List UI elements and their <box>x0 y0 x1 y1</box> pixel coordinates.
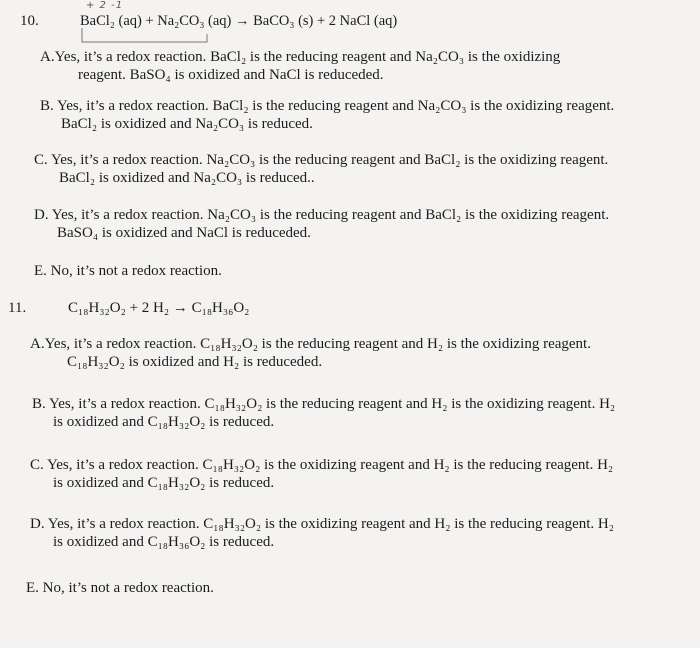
q10-option-c[interactable] <box>34 151 608 187</box>
margin-note: + 2 -1 <box>86 0 124 11</box>
q10-option-b-line1: B. Yes, it’s a redox reaction. BaCl₂ is the reducing reagent and Na₂CO₃ is the oxidizing reagent. <box>40 98 615 114</box>
q11-option-e-line1: E. No, it’s not a redox reaction. <box>26 580 214 596</box>
q11-option-d-line1: D. Yes, it’s a redox reaction. C₁₈H₃₂O₂ is the oxidizing reagent and H₂ is the reducing reagent. H₂ <box>30 516 614 532</box>
question-10-number: 10. <box>20 13 39 29</box>
q10-option-e-line1: E. No, it’s not a redox reaction. <box>34 263 222 279</box>
q10-option-b-line2: BaCl₂ is oxidized and Na₂CO₃ is reduced. <box>61 116 313 132</box>
q10-option-c-line1: C. Yes, it’s a redox reaction. Na₂CO₃ is the reducing reagent and BaCl₂ is the oxidizing reagent. <box>34 152 609 168</box>
q11-option-c-line2: is oxidized and C₁₈H₃₂O₂ is reduced. <box>53 475 275 491</box>
q10-option-a-line2: reagent. BaSO₄ is oxidized and NaCl is reduceded. <box>78 67 384 83</box>
q10-option-d-line1: D. Yes, it’s a redox reaction. Na₂CO₃ is the reducing reagent and BaCl₂ is the oxidizing reagent. <box>34 207 610 223</box>
q11-option-e[interactable] <box>26 579 214 597</box>
q11-option-d[interactable] <box>30 515 614 551</box>
question-11-equation: C₁₈H₃₂O₂ + 2 H₂ → C₁₈H₃₆O₂ <box>68 300 250 316</box>
q11-option-a-line1: A.Yes, it’s a redox reaction. C₁₈H₃₂O₂ is the reducing reagent and H₂ is the oxidizing reagent. <box>30 336 591 352</box>
q11-option-a-line2: C₁₈H₃₂O₂ is oxidized and H₂ is reduceded. <box>67 354 323 370</box>
q11-option-d-line2: is oxidized and C₁₈H₃₆O₂ is reduced. <box>53 534 275 550</box>
q11-option-c[interactable] <box>30 456 613 492</box>
q11-option-c-line1: C. Yes, it’s a redox reaction. C₁₈H₃₂O₂ is the oxidizing reagent and H₂ is the reducing reagent. H₂ <box>30 457 614 473</box>
q11-option-b-line2: is oxidized and C₁₈H₃₂O₂ is reduced. <box>53 414 275 430</box>
q10-option-e[interactable] <box>34 262 222 280</box>
q10-option-d[interactable] <box>34 206 609 242</box>
q10-option-a[interactable] <box>40 48 560 84</box>
q10-option-d-line2: BaSO₄ is oxidized and NaCl is reduceded. <box>57 225 311 241</box>
q10-option-c-line2: BaCl₂ is oxidized and Na₂CO₃ is reduced.. <box>59 170 315 186</box>
question-10-equation: BaCl₂ (aq) + Na₂CO₃ (aq) → BaCO₃ (s) + 2 NaCl (aq) <box>80 13 398 29</box>
q11-option-b-line1: B. Yes, it’s a redox reaction. C₁₈H₃₂O₂ is the reducing reagent and H₂ is the oxidizing reagent. H₂ <box>32 396 616 412</box>
q11-option-b[interactable] <box>32 395 615 431</box>
q11-option-a[interactable] <box>30 335 591 371</box>
q10-option-a-line1: A.Yes, it’s a redox reaction. BaCl₂ is the reducing reagent and Na₂CO₃ is the oxidizing <box>40 49 561 65</box>
question-11-number: 11. <box>8 300 27 316</box>
q10-option-b[interactable] <box>40 97 614 133</box>
